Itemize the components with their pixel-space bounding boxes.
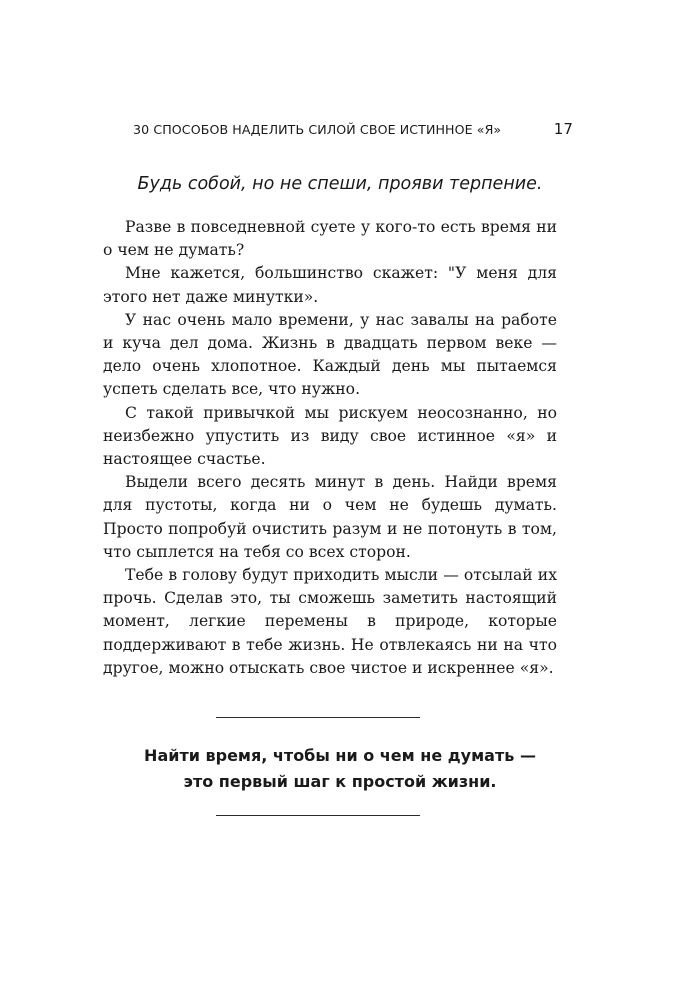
pull-quote-line: Найти время, чтобы ни о чем не думать — xyxy=(144,746,536,765)
page-number: 17 xyxy=(553,120,573,138)
divider-top xyxy=(216,717,420,718)
epigraph: Будь собой, но не спеши, прояви терпение. xyxy=(137,174,543,194)
paragraph: У нас очень мало времени, у нас завалы на работе и куча дел дома. Жизнь в двадцать первом веке — дело очень хлопотное. Каждый день мы пытаемся успеть сделать все, что нужно. xyxy=(103,310,557,399)
pull-quote-line: это первый шаг к простой жизни. xyxy=(183,772,497,791)
body-text xyxy=(103,216,557,680)
paragraph: Тебе в голову будут приходить мысли — отсылай их прочь. Сделав это, ты сможешь заметить настоящий момент, легкие перемены в природе, которые поддерживают в тебе жизнь. Не отвлекаясь ни на что другое, можно отыскать свое чистое и искреннее «я». xyxy=(103,566,557,677)
paragraph: С такой привычкой мы рискуем неосознанно, но неизбежно упустить из виду свое истинное «я» и настоящее счастье. xyxy=(103,403,557,469)
paragraph: Мне кажется, большинство скажет: "У меня для этого нет даже минутки». xyxy=(103,264,557,306)
paragraph: Разве в повседневной суете у кого-то есть время ни о чем не думать? xyxy=(103,218,557,260)
running-header xyxy=(133,120,573,138)
divider-bottom xyxy=(216,815,420,816)
paragraph: Выдели всего десять минут в день. Найди время для пустоты, когда ни о чем не будешь думать. Просто попробуй очистить разум и не потонуть в том, что сыплется на тебя со всех сторон. xyxy=(103,473,557,561)
chapter-title: 30 СПОСОБОВ НАДЕЛИТЬ СИЛОЙ СВОЕ ИСТИННОЕ «Я» xyxy=(133,122,502,137)
pull-quote xyxy=(90,743,590,795)
